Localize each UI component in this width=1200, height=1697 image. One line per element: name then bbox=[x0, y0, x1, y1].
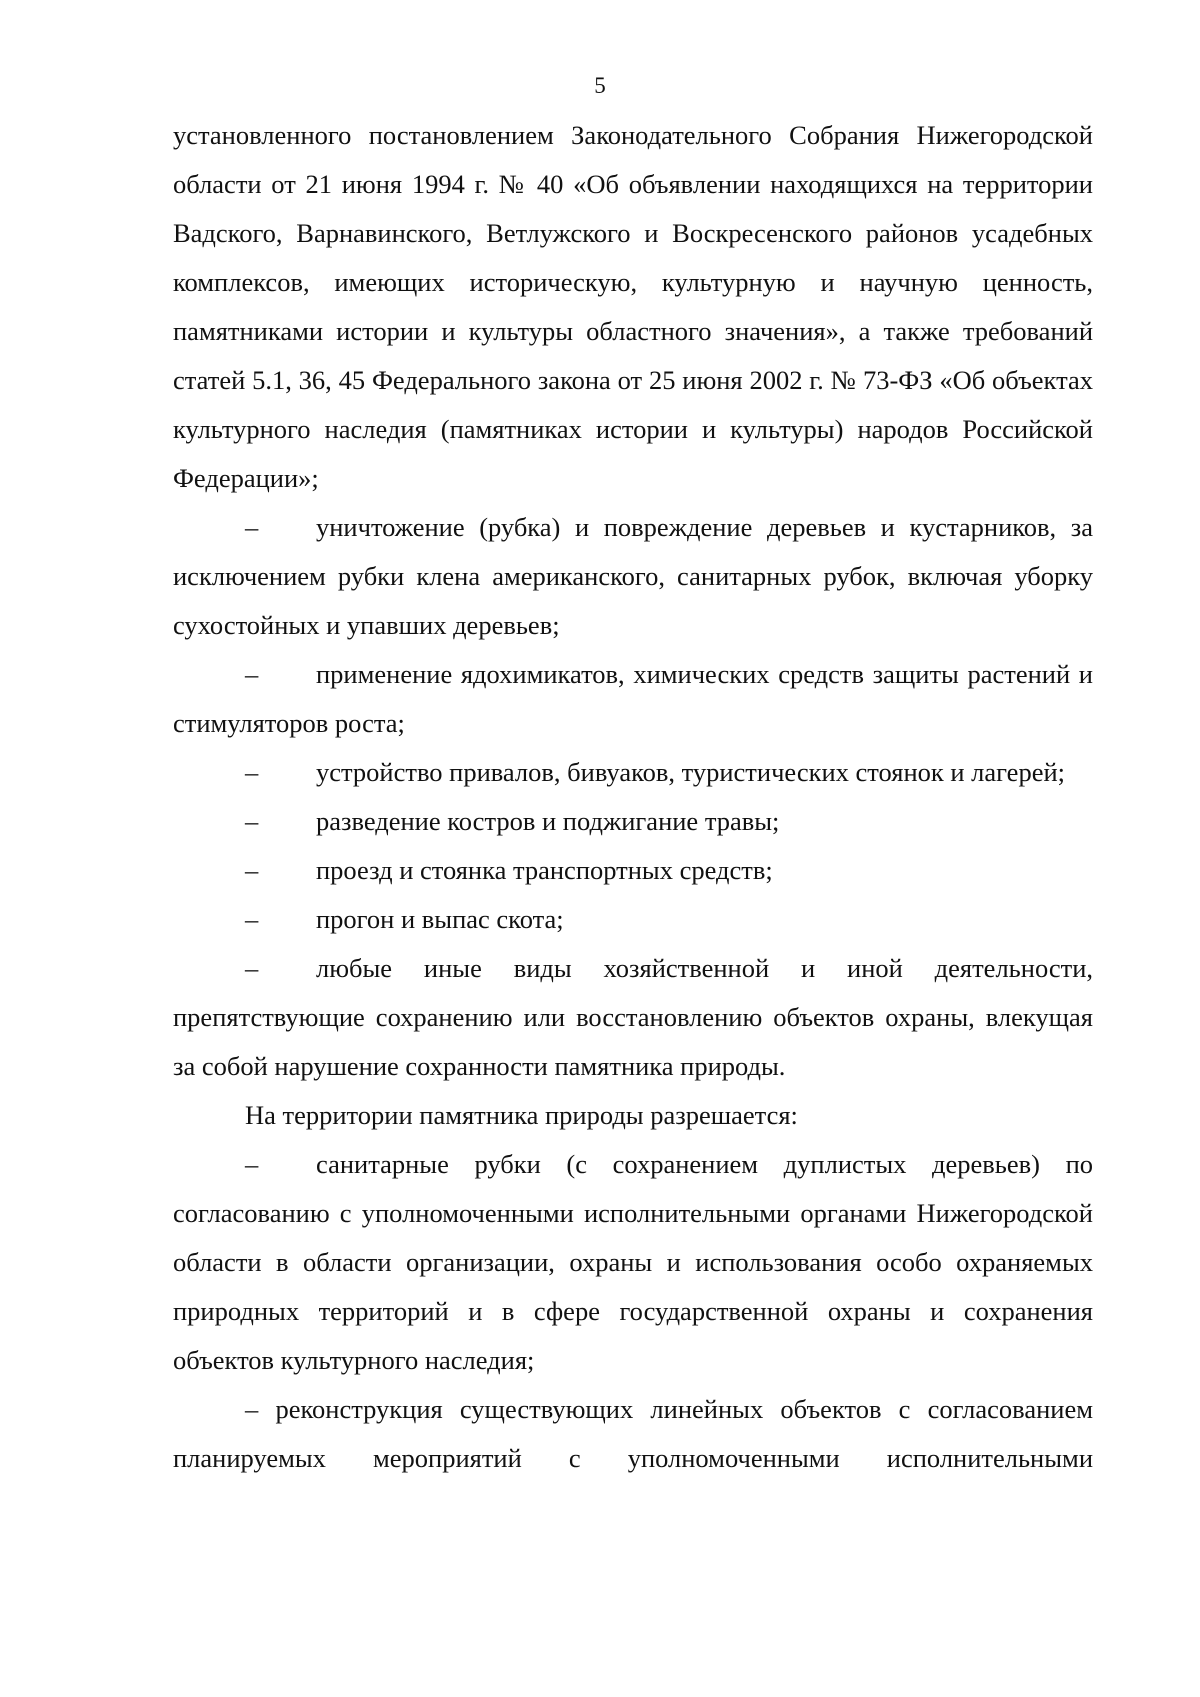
list-item-text: прогон и выпас скота; bbox=[316, 904, 564, 934]
list-dash: – bbox=[245, 806, 259, 836]
list-item-text: проезд и стоянка транспортных средств; bbox=[316, 855, 773, 885]
paragraph-permitted-heading: На территории памятника природы разрешается: bbox=[245, 1100, 798, 1130]
list-item-prohibited-fires bbox=[173, 797, 1093, 846]
list-item-prohibited-cutting bbox=[173, 503, 1093, 650]
list-dash: – bbox=[245, 1149, 259, 1179]
list-item-text: санитарные рубки (с сохранением дуплистых деревьев) по согласованию с уполномоченными исполнительными органами Нижегородской области в области организации, охраны и использования особо охраняемых природных территорий и в сфере государственной охраны и сохранения объектов культурного наследия; bbox=[173, 1149, 1093, 1375]
list-item-prohibited-vehicles bbox=[173, 846, 1093, 895]
list-dash: – bbox=[245, 659, 259, 689]
list-item-permitted-sanitary-cutting bbox=[173, 1140, 1093, 1385]
list-item-text: реконструкция существующих линейных объектов с согласованием планируемых мероприятий с уполномоченными исполнительными bbox=[173, 1394, 1094, 1473]
list-dash: – bbox=[245, 757, 259, 787]
list-item-prohibited-other-activity bbox=[173, 944, 1093, 1091]
list-dash: – bbox=[245, 904, 259, 934]
list-item-text: разведение костров и поджигание травы; bbox=[316, 806, 780, 836]
paragraph-continuation: установленного постановлением Законодательного Собрания Нижегородской области от 21 июня 1994 г. № 40 «Об объявлении находящихся на территории Вадского, Варнавинского, Ветлужского и Воскресенского районов усадебных комплексов, имеющих историческую, культурную и научную ценность, памятниками истории и культуры областного значения», а также требований статей 5.1, 36, 45 Федерального закона от 25 июня 2002 г. № 73-ФЗ «Об объектах культурного наследия (памятниках истории и культуры) народов Российской Федерации»; bbox=[173, 120, 1093, 493]
document-body bbox=[173, 111, 1093, 1483]
list-item-prohibited-camps bbox=[173, 748, 1093, 797]
list-dash: – bbox=[245, 1394, 259, 1424]
list-dash: – bbox=[245, 953, 259, 983]
list-item-text: уничтожение (рубка) и повреждение деревьев и кустарников, за исключением рубки клена американского, санитарных рубок, включая уборку сухостойных и упавших деревьев; bbox=[173, 512, 1093, 640]
list-item-permitted-reconstruction bbox=[173, 1385, 1093, 1483]
list-item-text: применение ядохимикатов, химических средств защиты растений и стимуляторов роста; bbox=[173, 659, 1093, 738]
list-dash: – bbox=[245, 855, 259, 885]
list-item-prohibited-chemicals bbox=[173, 650, 1093, 748]
list-item-text: любые иные виды хозяйственной и иной деятельности, препятствующие сохранению или восстановлению объектов охраны, влекущая за собой нарушение сохранности памятника природы. bbox=[173, 953, 1093, 1081]
list-dash: – bbox=[245, 512, 259, 542]
list-item-prohibited-grazing bbox=[173, 895, 1093, 944]
page-number: 5 bbox=[594, 73, 606, 98]
list-item-text: устройство привалов, бивуаков, туристических стоянок и лагерей; bbox=[316, 757, 1066, 787]
